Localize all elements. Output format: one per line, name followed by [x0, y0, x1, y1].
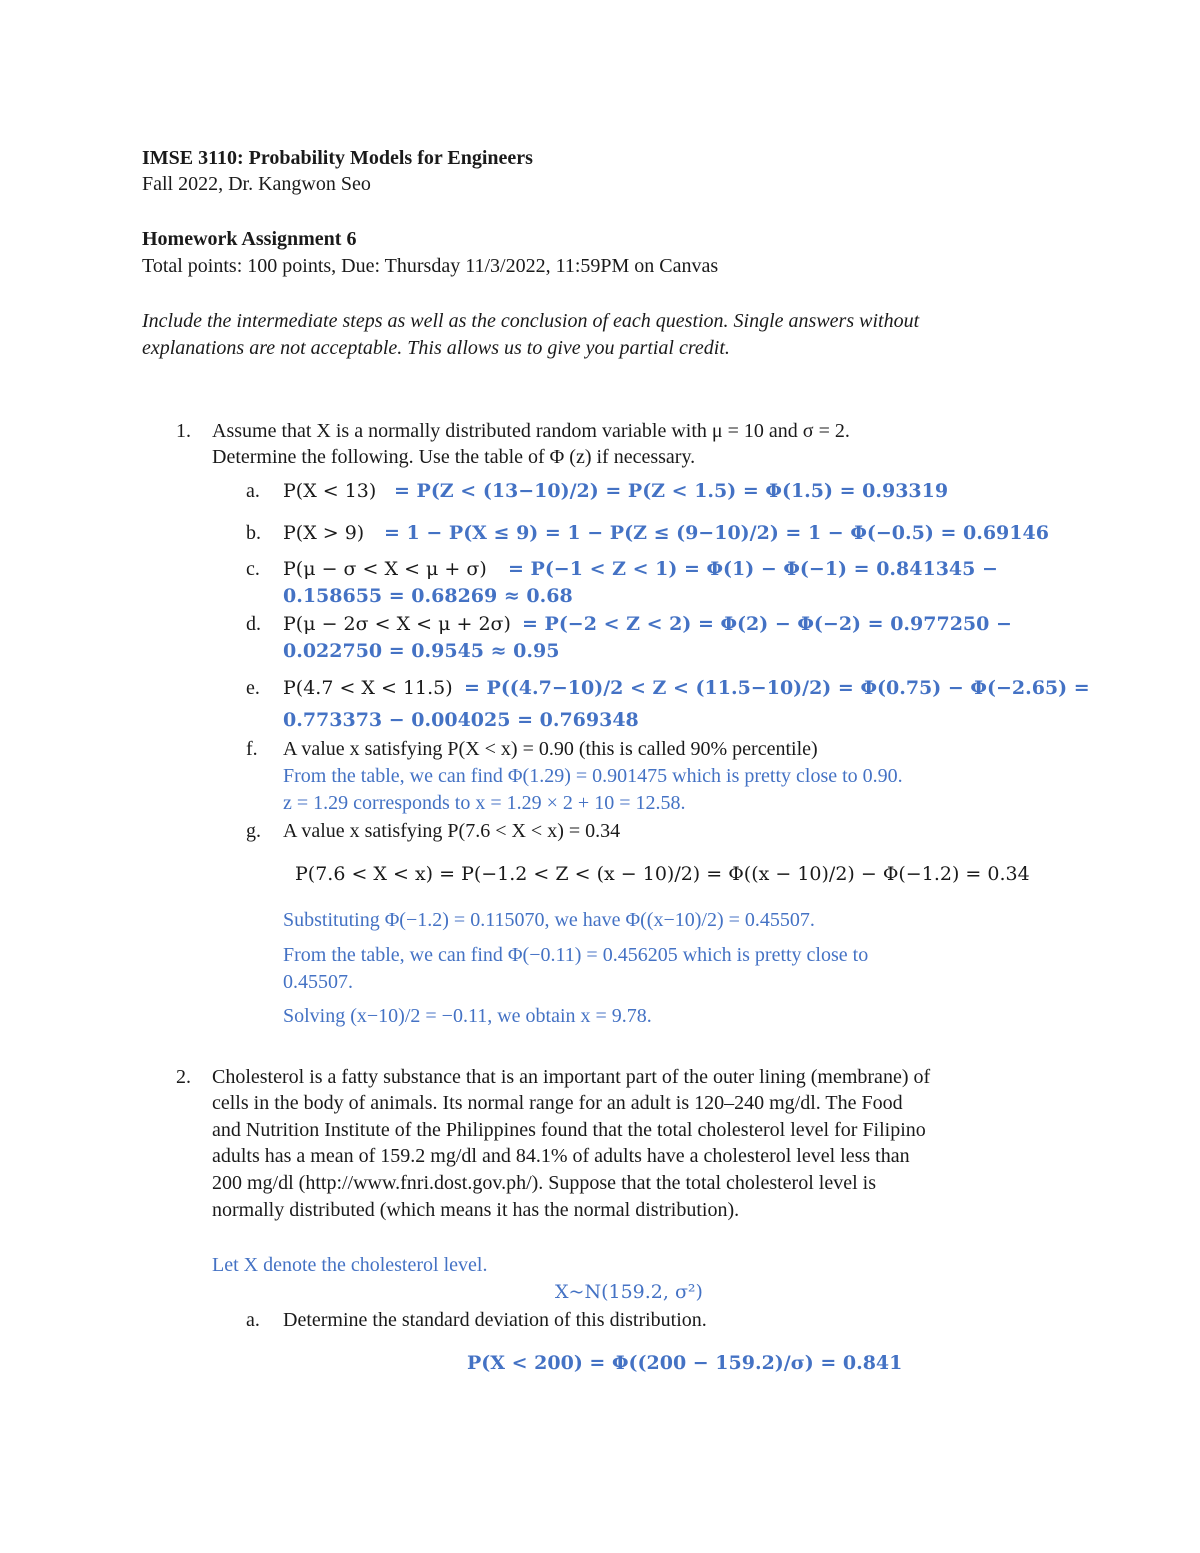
q1g-answer-1: Substituting Φ(−1.2) = 0.115070, we have Φ((x−10)/2) = 0.45507. [283, 909, 815, 931]
q1g-answer-2: From the table, we can find Φ(−0.11) = 0.456205 which is pretty close to [283, 944, 869, 966]
q1f-question: A value x satisfying P(X < x) = 0.90 (this is called 90% percentile) [283, 738, 818, 760]
term-instructor: Fall 2022, Dr. Kangwon Seo [142, 173, 371, 195]
q1-text-2: Determine the following. Use the table of Φ (z) if necessary. [212, 446, 696, 468]
q1e-answer-1: = P((4.7−10)/2 < Z < (11.5−10)/2) = Φ(0.75) − Φ(−2.65) = [464, 677, 1090, 699]
q2-text-4: adults has a mean of 159.2 mg/dl and 84.1% of adults have a cholesterol level less than [212, 1145, 910, 1167]
course-title: IMSE 3110: Probability Models for Engineers [142, 147, 533, 169]
q1b-label: b. [246, 522, 261, 544]
assignment-title: Homework Assignment 6 [142, 228, 357, 250]
q2-let-statement: Let X denote the cholesterol level. [212, 1254, 488, 1276]
q1c-answer-2: 0.158655 = 0.68269 ≈ 0.68 [283, 585, 573, 607]
q2a-equation: P(X < 200) = Φ((200 − 159.2)/σ) = 0.841 [467, 1352, 903, 1374]
due-line: Total points: 100 points, Due: Thursday 11/3/2022, 11:59PM on Canvas [142, 255, 719, 277]
q1g-equation: P(7.6 < X < x) = P(−1.2 < Z < (x − 10)/2) = Φ((x − 10)/2) − Φ(−1.2) = 0.34 [295, 863, 1030, 885]
q2-number: 2. [176, 1066, 191, 1088]
q1e-label: e. [246, 677, 260, 699]
q1d-answer-2: 0.022750 = 0.9545 ≈ 0.95 [283, 640, 560, 662]
q1g-answer-3: 0.45507. [283, 971, 353, 993]
q1c-answer-1: = P(−1 < Z < 1) = Φ(1) − Φ(−1) = 0.841345 − [508, 558, 998, 580]
q2-distribution: X~N(159.2, σ²) [555, 1281, 703, 1303]
q1c-question: P(μ − σ < X < μ + σ) [283, 558, 487, 580]
q1g-question: A value x satisfying P(7.6 < X < x) = 0.34 [283, 820, 621, 842]
q1b-question: P(X > 9) [283, 522, 365, 544]
q2-text-5: 200 mg/dl (http://www.fnri.dost.gov.ph/). Suppose that the total cholesterol level is [212, 1172, 876, 1194]
q1f-label: f. [246, 738, 258, 760]
q2-text-1: Cholesterol is a fatty substance that is an important part of the outer lining (membrane) of [212, 1066, 931, 1088]
q2a-label: a. [246, 1309, 260, 1331]
q1f-answer-2: z = 1.29 corresponds to x = 1.29 × 2 + 10 = 12.58. [283, 792, 686, 814]
q2a-question: Determine the standard deviation of this distribution. [283, 1309, 707, 1331]
q1d-label: d. [246, 613, 261, 635]
q1c-label: c. [246, 558, 260, 580]
q1e-answer-2: 0.773373 − 0.004025 = 0.769348 [283, 709, 639, 731]
instructions-line-1: Include the intermediate steps as well as the conclusion of each question. Single answers without [142, 310, 920, 332]
q1g-label: g. [246, 820, 261, 842]
q1e-question: P(4.7 < X < 11.5) [283, 677, 453, 699]
q1-text-1: Assume that X is a normally distributed random variable with μ = 10 and σ = 2. [212, 420, 850, 442]
q2-text-2: cells in the body of animals. Its normal range for an adult is 120–240 mg/dl. The Food [212, 1092, 903, 1114]
q1g-answer-4: Solving (x−10)/2 = −0.11, we obtain x = 9.78. [283, 1005, 652, 1027]
instructions-line-2: explanations are not acceptable. This allows us to give you partial credit. [142, 337, 730, 359]
q2-text-6: normally distributed (which means it has the normal distribution). [212, 1199, 740, 1221]
q1a-question: P(X < 13) [283, 480, 377, 502]
q1-number: 1. [176, 420, 191, 442]
q1a-label: a. [246, 480, 260, 502]
q1b-answer: = 1 − P(X ≤ 9) = 1 − P(Z ≤ (9−10)/2) = 1 − Φ(−0.5) = 0.69146 [384, 522, 1049, 544]
q1a-answer: = P(Z < (13−10)/2) = P(Z < 1.5) = Φ(1.5) = 0.93319 [394, 480, 949, 502]
q1f-answer-1: From the table, we can find Φ(1.29) = 0.901475 which is pretty close to 0.90. [283, 765, 903, 787]
q1d-answer-1: = P(−2 < Z < 2) = Φ(2) − Φ(−2) = 0.977250 − [522, 613, 1012, 635]
q1d-question: P(μ − 2σ < X < μ + 2σ) [283, 613, 511, 635]
q2-text-3: and Nutrition Institute of the Philippines found that the total cholesterol level for Filipino [212, 1119, 926, 1141]
